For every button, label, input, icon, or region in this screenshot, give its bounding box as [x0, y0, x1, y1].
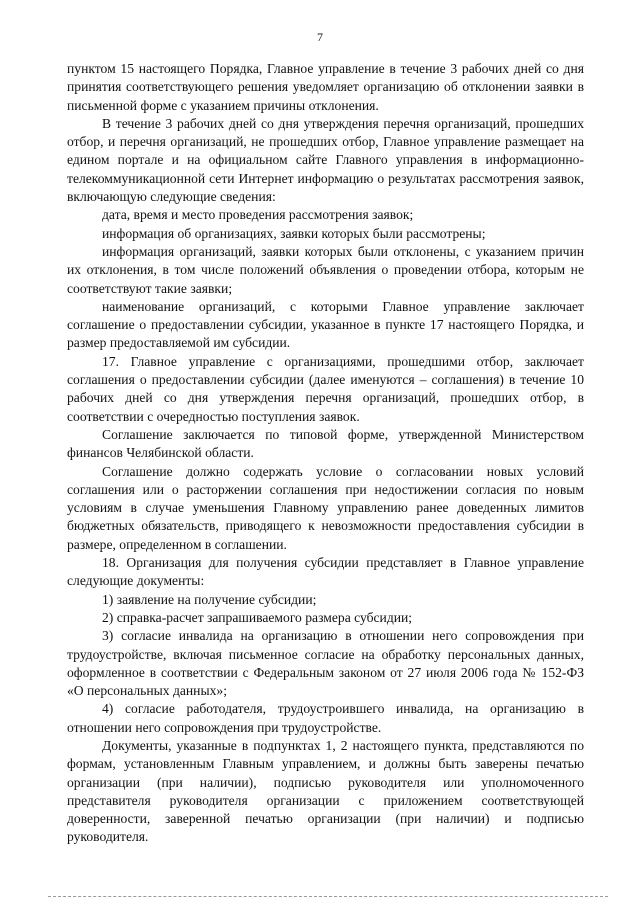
- paragraph-continuation: пунктом 15 настоящего Порядка, Главное управление в течение 3 рабочих дней со дня принятия соответствующего решения уведомляет организацию об отклонении заявки в письменной форме с указанием причины отклонения.: [67, 61, 584, 113]
- document-item-3: 3) согласие инвалида на организацию в отношении него сопровождения при трудоустройстве, включая письменное согласие на обработку персональных данных, оформленное в соответствии с Федеральным законом от 27 июля 2006 года № 152-ФЗ «О персональных данных»;: [67, 628, 584, 699]
- document-item-2: 2) справка-расчет запрашиваемого размера субсидии;: [102, 609, 413, 625]
- paragraph-documents-forms: Документы, указанные в подпунктах 1, 2 настоящего пункта, представляются по формам, установленным Главным управлением, и должны быть заверены печатью организации (при наличии), подписью руководителя или уполномоченного представителя руководителя организации с приложением соответствующей доверенности, заверенной печатью организации (при наличии) и подписью руководителя.: [67, 737, 584, 845]
- document-item-4: 4) согласие работодателя, трудоустроившего инвалида, на организацию в отношении него сопровождения при трудоустройстве.: [67, 701, 584, 735]
- list-item-agreement-organizations: наименование организаций, с которыми Главное управление заключает соглашение о предоставлении субсидии, указанное в пункте 17 настоящего Порядка, и размер предоставляемой им субсидии.: [67, 298, 584, 351]
- document-body: [67, 60, 584, 847]
- page-bottom-divider: [48, 896, 608, 897]
- list-item-date-time-place: дата, время и место проведения рассмотрения заявок;: [102, 207, 414, 223]
- page-number: 7: [317, 30, 323, 44]
- paragraph-agreement-conditions: Соглашение должно содержать условие о согласовании новых условий соглашения или о расторжении соглашения при недостижении согласия по новым условиям в случае уменьшения Главному управлению ранее доведенных лимитов бюджетных обязательств, приводящего к невозможности предоставления субсидии в размере, определенном в соглашении.: [67, 463, 584, 552]
- paragraph-standard-form: Соглашение заключается по типовой форме, утвержденной Министерством финансов Челябинской области.: [67, 426, 584, 461]
- paragraph-clause-17: 17. Главное управление с организациями, прошедшими отбор, заключает соглашения о предоставлении субсидии (далее именуются – соглашения) в течение 10 рабочих дней со дня утверждения перечня организаций, прошедших отбор, в соответствии с очередностью поступления заявок.: [67, 353, 584, 424]
- document-item-1: 1) заявление на получение субсидии;: [102, 591, 317, 607]
- list-item-rejected-organizations: информация организаций, заявки которых были отклонены, с указанием причин их отклонения, в том числе положений объявления о проведении отбора, которым не соответствуют такие заявки;: [67, 243, 584, 296]
- paragraph-results-publication: В течение 3 рабочих дней со дня утверждения перечня организаций, прошедших отбор, и перечня организаций, не прошедших отбор, Главное управление размещает на едином портале и на официальном сайте Главного управления в информационно-телекоммуникационной сети Интернет информацию о результатах рассмотрения заявок, включающую следующие сведения:: [67, 115, 584, 205]
- paragraph-clause-18: 18. Организация для получения субсидии представляет в Главное управление следующие документы:: [67, 555, 584, 589]
- list-item-reviewed-organizations: информация об организациях, заявки которых были рассмотрены;: [102, 225, 486, 241]
